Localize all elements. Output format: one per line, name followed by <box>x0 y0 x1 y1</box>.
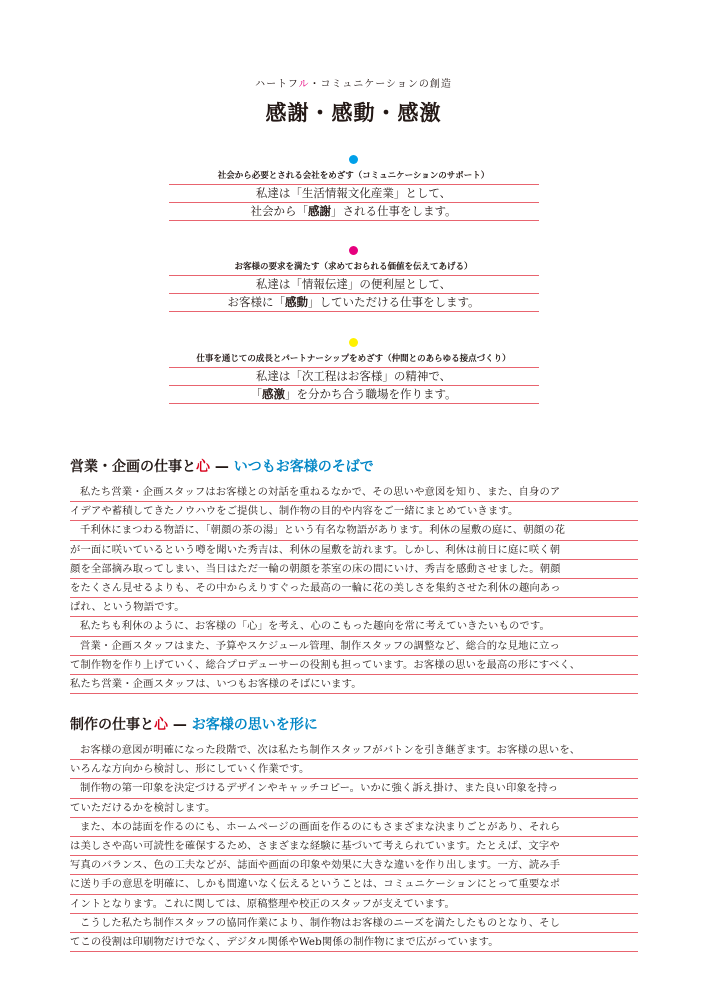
statement-text: 「 <box>250 387 262 401</box>
statement-text: 」される仕事をします。 <box>330 204 457 218</box>
page-header <box>0 75 707 127</box>
body-line: こうした私たち制作スタッフの協同作業により、制作物はお客様のニーズを満たしたものとなり、そし <box>70 914 638 933</box>
subtitle-accent: ル <box>298 79 310 90</box>
body-line: 千利休にまつわる物語に、「朝顔の茶の湯」という有名な物語があります。利休の屋敷の庭に、朝顔の花 <box>70 521 638 540</box>
body-line: に送り手の意思を明確に、しかも間違いなく伝えるということは、コミュニケーションにとって重要なポ <box>70 875 638 894</box>
body-line: 写真のバランス、色の工夫などが、誌面や画面の印象や効果に大きな違いを作り出します。一方、読み手 <box>70 856 638 875</box>
cyan-dot-icon <box>349 155 358 164</box>
body-line: 顔を全部摘み取ってしまい、当日はただ一輪の朝顔を茶室の床の間にいけ、秀吉を感動させました。朝顔 <box>70 560 638 579</box>
body-line: は美しさや高い可読性を確保するため、さまざまな経験に基づいて考えられています。たとえば、文字や <box>70 837 638 856</box>
section-title-text: 制作の仕事と <box>70 717 154 733</box>
statement-keyword: 感動 <box>284 295 308 309</box>
body-line: イントとなります。これに関しては、原稿整理や校正のスタッフが支えています。 <box>70 895 638 914</box>
statement-text: 社会から「 <box>250 204 308 218</box>
mission-block-2 <box>0 246 707 312</box>
body-line: お客様の意図が明確になった段階で、次は私たち制作スタッフがバトンを引き継ぎます。お客様の思いを、 <box>70 741 638 760</box>
section-title-text: 営業・企画の仕事と <box>70 459 196 475</box>
mission-statement-line: 私達は「情報伝達」の便利屋として、 <box>169 276 539 294</box>
body-line: が一面に咲いているという噂を聞いた秀吉は、利休の屋敷を訪れます。しかし、利休は前日に庭に咲く朝 <box>70 541 638 560</box>
subtitle-part: ハートフ <box>255 79 299 90</box>
section-title-kokoro: 心 <box>196 459 210 475</box>
body-line: また、本の誌面を作るのにも、ホームページの画面を作るのにもさまざまな決まりごとがあり、それら <box>70 818 638 837</box>
mission-block-1 <box>0 155 707 221</box>
subtitle-part: ・コミュニケーションの創造 <box>309 79 452 90</box>
magenta-dot-icon <box>349 246 358 255</box>
mission-statement-line <box>169 203 539 221</box>
section-title <box>70 457 638 477</box>
page-subtitle <box>0 75 707 91</box>
mission-heading: 仕事を通じての成長とパートナーシップをめざす（仲間とのあらゆる接点づくり） <box>169 353 539 368</box>
mission-statement-line: 私達は「次工程はお客様」の精神で、 <box>169 368 539 386</box>
body-line: 私たち営業・企画スタッフは、いつもお客様のそばにいます。 <box>70 675 638 694</box>
body-line: をたくさん見せるよりも、その中からえりすぐった最高の一輪に花の美しさを集約させた利休の趣向あっ <box>70 579 638 598</box>
statement-text: 」を分かち合う職場を作ります。 <box>284 387 457 401</box>
section-tagline: いつもお客様のそばで <box>233 459 374 475</box>
body-line: て制作物を作り上げていく、総合プロデューサーの役割も担っています。お客様の思いを最高の形にすべく、 <box>70 656 638 675</box>
body-line: イデアや蓄積してきたノウハウをご提供し、制作物の目的や内容をご一緒にまとめていきます。 <box>70 502 638 521</box>
mission-block-3 <box>0 338 707 404</box>
section-tagline: お客様の思いを形に <box>191 717 318 733</box>
section-title-dash: — <box>210 459 234 475</box>
section-title-kokoro: 心 <box>154 717 168 733</box>
body-line: てこの役割は印刷物だけでなく、デジタル関係やWeb関係の制作物にまで広がっています。 <box>70 933 638 952</box>
section-title <box>70 715 638 735</box>
statement-text: お客様に「 <box>227 295 285 309</box>
body-line: 制作物の第一印象を決定づけるデザインやキャッチコピー。いかに強く訴え掛け、また良い印象を持っ <box>70 779 638 798</box>
statement-text: 」していただける仕事をします。 <box>307 295 480 309</box>
statement-keyword: 感謝 <box>307 204 331 218</box>
mission-heading: お客様の要求を満たす（求めておられる価値を伝えてあげる） <box>169 261 539 276</box>
sales-planning-section <box>70 457 638 694</box>
body-line: 私たち営業・企画スタッフはお客様との対話を重ねるなかで、その思いや意図を知り、また、自身のア <box>70 483 638 502</box>
body-line: ていただけるかを検討します。 <box>70 799 638 818</box>
page-title: 感謝・感動・感激 <box>265 101 442 125</box>
mission-heading: 社会から必要とされる会社をめざす（コミュニケーションのサポート） <box>169 170 539 185</box>
body-line: ぱれ、という物語です。 <box>70 598 638 617</box>
body-line: 私たちも利休のように、お客様の「心」を考え、心のこもった趣向を常に考えていきたいものです。 <box>70 617 638 636</box>
yellow-dot-icon <box>349 338 358 347</box>
mission-statement-line: 私達は「生活情報文化産業」として、 <box>169 185 539 203</box>
body-line: 営業・企画スタッフはまた、予算やスケジュール管理、制作スタッフの調整など、総合的な見地に立っ <box>70 637 638 656</box>
mission-statement-line <box>169 294 539 312</box>
production-section <box>70 715 638 952</box>
mission-statement-line <box>169 386 539 404</box>
body-line: いろんな方向から検討し、形にしていく作業です。 <box>70 760 638 779</box>
section-title-dash: — <box>168 717 192 733</box>
statement-keyword: 感激 <box>261 387 285 401</box>
